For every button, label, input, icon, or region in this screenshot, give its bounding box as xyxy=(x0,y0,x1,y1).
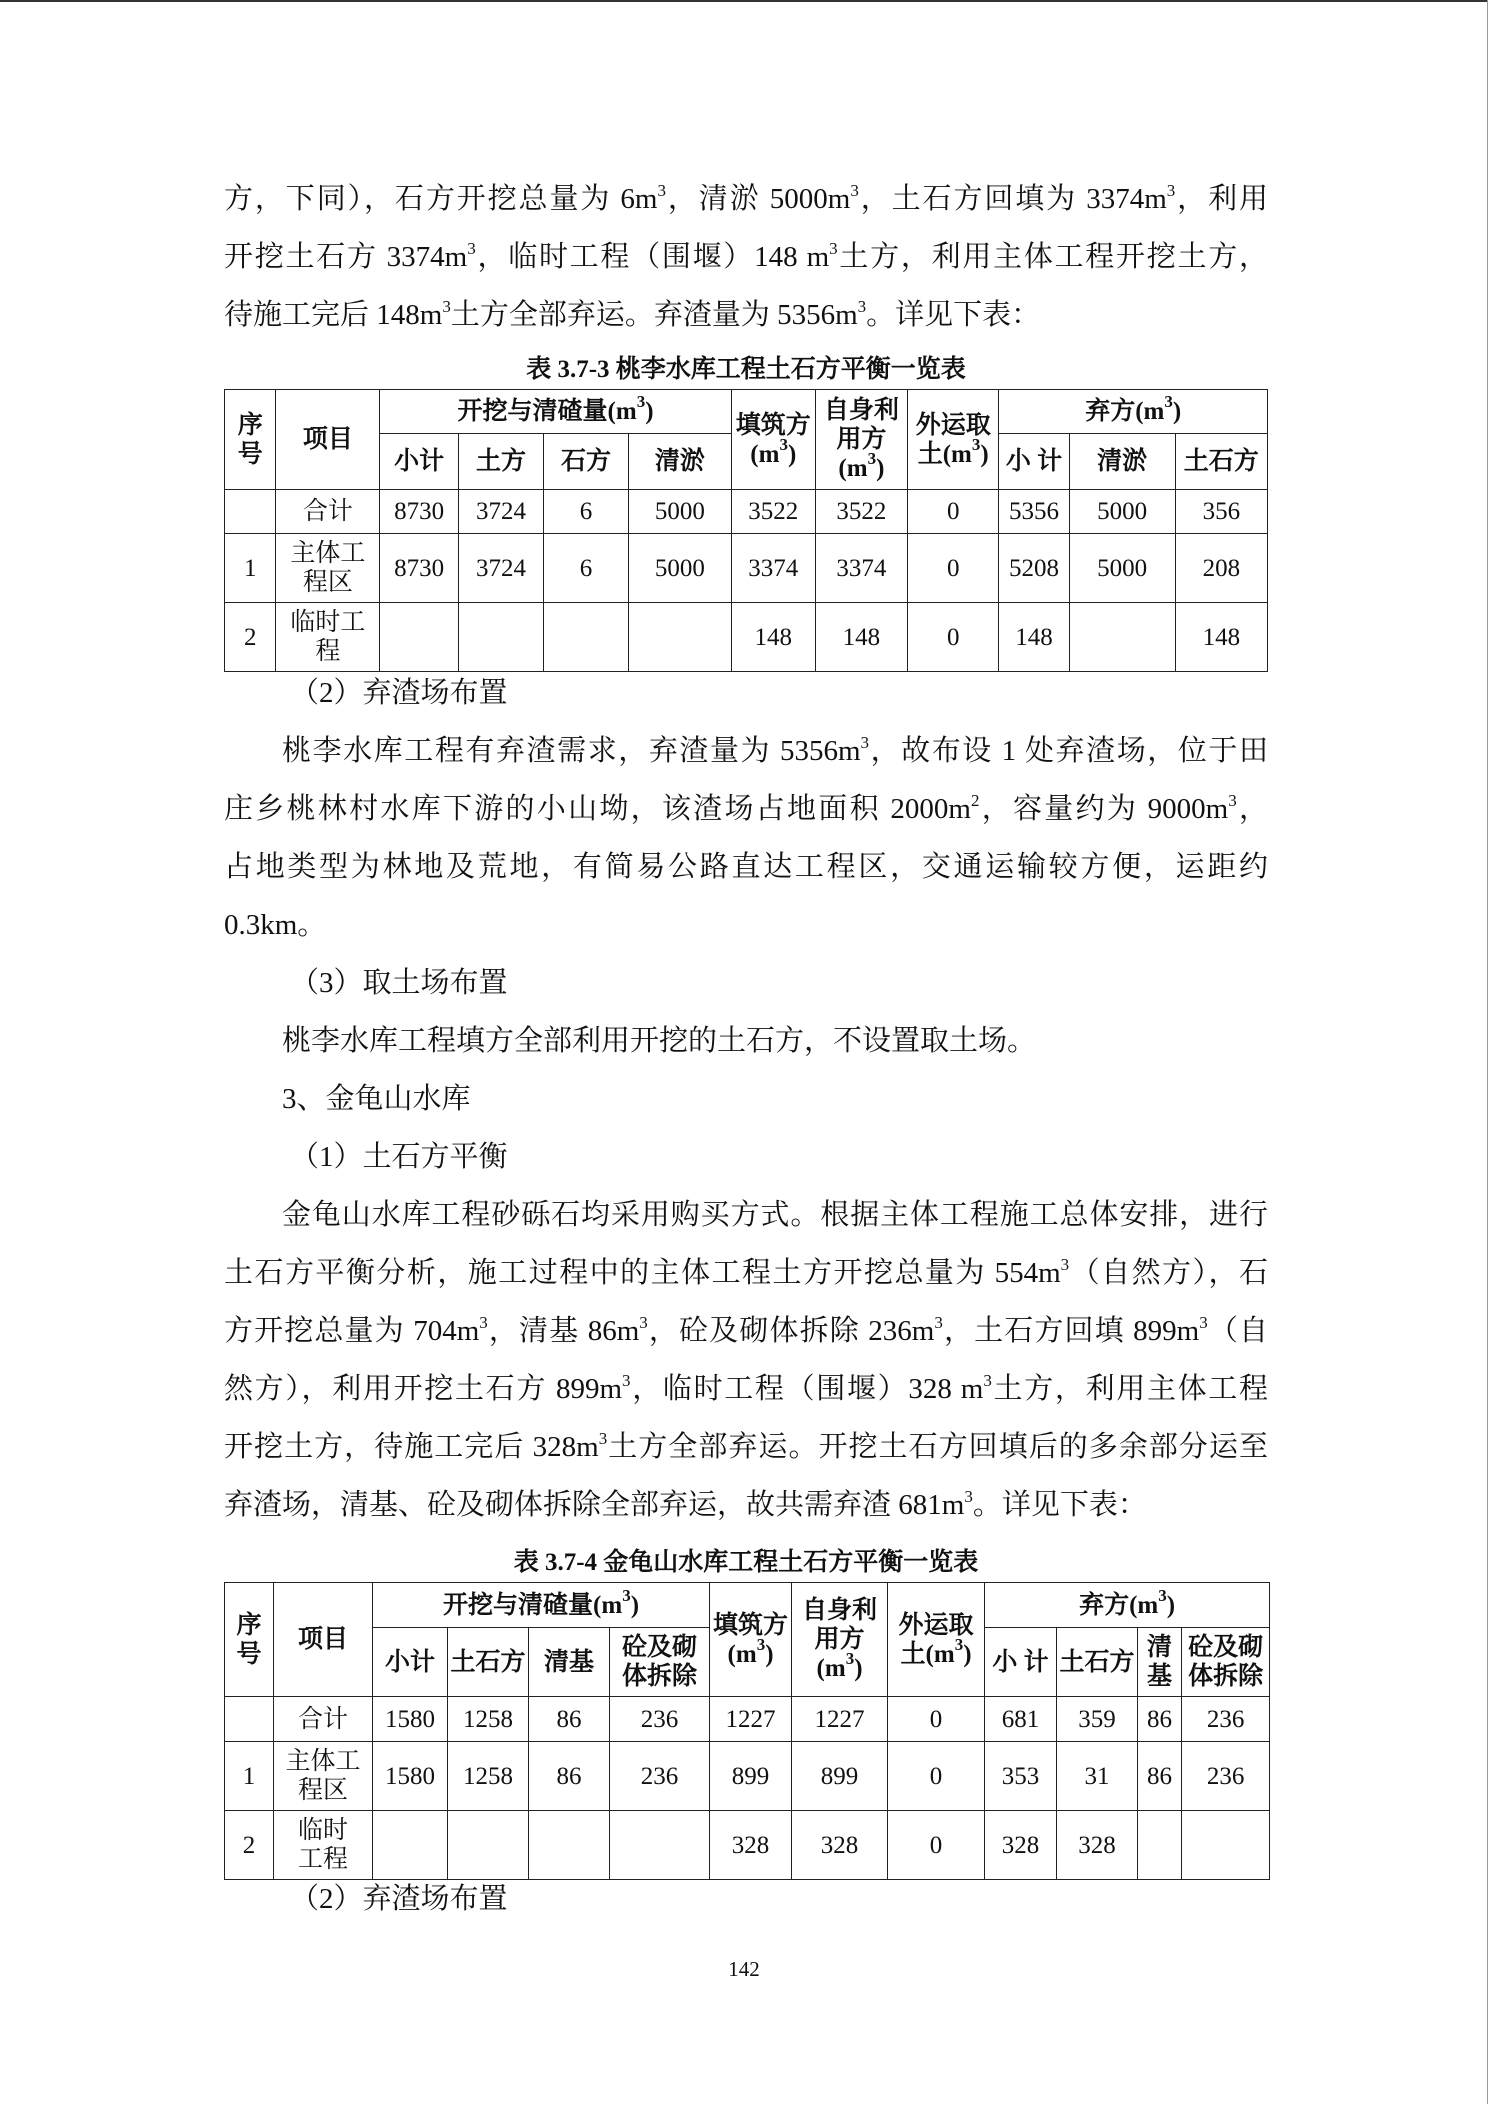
table-row xyxy=(225,490,1268,534)
cell-value: 1227 xyxy=(792,1697,888,1742)
cell-value: 1580 xyxy=(373,1742,448,1811)
cell-value xyxy=(458,603,543,672)
header-seq: 序 号 xyxy=(225,1583,274,1697)
header-excavation-rock: 石方 xyxy=(543,434,628,490)
cell-value: 5000 xyxy=(628,534,731,603)
cell-value: 0 xyxy=(888,1697,985,1742)
section-2-waste-site-heading-b: （2）弃渣场布置 xyxy=(290,1883,508,1915)
header-reuse: 自身利 用方 $(m^3)$ xyxy=(815,390,907,490)
cell-value: 3724 xyxy=(458,490,543,534)
cell-value: 899 xyxy=(710,1742,792,1811)
cell-value: 356 xyxy=(1175,490,1267,534)
header-fill: 填筑方 $(m^3)$ xyxy=(710,1583,792,1697)
cell-value: 3724 xyxy=(458,534,543,603)
cell-value: 1258 xyxy=(448,1742,529,1811)
cell-value: 353 xyxy=(985,1742,1057,1811)
table-row xyxy=(225,1811,1270,1880)
paragraph-2-line-3: 占地类型为林地及荒地，有简易公路直达工程区，交通运输较方便，运距约 xyxy=(224,851,1268,883)
header-excavation-dredge: 清淤 xyxy=(628,434,731,490)
header-fill: 填筑方 $(m^3)$ xyxy=(731,390,815,490)
table-row xyxy=(225,1742,1270,1811)
cell-seq xyxy=(225,490,276,534)
cell-value: 328 xyxy=(710,1811,792,1880)
header-excavation-subtotal: 小计 xyxy=(373,1628,448,1697)
header-excavation-group: 开挖与清碴量$(m^3)$ xyxy=(373,1583,710,1628)
cell-value: 148 xyxy=(815,603,907,672)
table-2-earthwork-balance xyxy=(224,1582,1270,1880)
cell-value xyxy=(628,603,731,672)
cell-value: 5000 xyxy=(1069,534,1175,603)
cell-value: 236 xyxy=(1182,1697,1270,1742)
cell-value: 328 xyxy=(985,1811,1057,1880)
cell-value: 208 xyxy=(1175,534,1267,603)
cell-value: 1258 xyxy=(448,1697,529,1742)
cell-value xyxy=(1069,603,1175,672)
cell-value: 8730 xyxy=(380,534,459,603)
paragraph-2-line-2: 庄乡桃林村水库下游的小山坳，该渣场占地面积 $2000m^2$，容量约为 $9000m^3$， xyxy=(224,791,1268,825)
cell-item: 主体工 程区 xyxy=(276,534,380,603)
header-excavation-soil: 土方 xyxy=(458,434,543,490)
cell-value xyxy=(1138,1811,1182,1880)
cell-value: 0 xyxy=(908,603,999,672)
cell-value: 6 xyxy=(543,490,628,534)
cell-seq: 1 xyxy=(225,1742,274,1811)
header-waste-subtotal: 小 计 xyxy=(985,1628,1057,1697)
cell-value xyxy=(373,1811,448,1880)
table-1-caption: 表 3.7-3 桃李水库工程土石方平衡一览表 xyxy=(526,356,966,383)
cell-item: 临时 工程 xyxy=(274,1811,373,1880)
cell-value: 3374 xyxy=(731,534,815,603)
header-waste-group: 弃方$(m^3)$ xyxy=(985,1583,1270,1628)
cell-value: 0 xyxy=(888,1811,985,1880)
table-1-earthwork-balance xyxy=(224,389,1268,672)
cell-value xyxy=(610,1811,710,1880)
cell-seq: 2 xyxy=(225,1811,274,1880)
cell-value: 6 xyxy=(543,534,628,603)
header-excavation-clearing: 清基 xyxy=(529,1628,610,1697)
header-waste-subtotal: 小 计 xyxy=(999,434,1069,490)
cell-value: 5000 xyxy=(1069,490,1175,534)
header-excavation-group: 开挖与清碴量$(m^3)$ xyxy=(380,390,732,434)
header-import: 外运取 土$(m^3)$ xyxy=(908,390,999,490)
header-waste-earthrock: 土石方 xyxy=(1057,1628,1138,1697)
cell-value: 3522 xyxy=(815,490,907,534)
cell-value: 86 xyxy=(529,1742,610,1811)
paragraph-3: 桃李水库工程填方全部利用开挖的土石方，不设置取土场。 xyxy=(282,1025,1037,1057)
cell-value: 86 xyxy=(529,1697,610,1742)
cell-value: 328 xyxy=(792,1811,888,1880)
cell-value xyxy=(529,1811,610,1880)
paragraph-4-line-1: 金龟山水库工程砂砾石均采用购买方式。根据主体工程施工总体安排，进行 xyxy=(282,1199,1268,1231)
cell-seq: 2 xyxy=(225,603,276,672)
header-item: 项目 xyxy=(274,1583,373,1697)
cell-value: 148 xyxy=(1175,603,1267,672)
cell-value xyxy=(380,603,459,672)
header-import: 外运取 土$(m^3)$ xyxy=(888,1583,985,1697)
paragraph-4-line-2: 土石方平衡分析，施工过程中的主体工程土方开挖总量为 $554m^3$（自然方），石 xyxy=(224,1255,1268,1289)
cell-value: 5356 xyxy=(999,490,1069,534)
cell-seq xyxy=(225,1697,274,1742)
cell-item: 合计 xyxy=(276,490,380,534)
paragraph-4-line-5: 开挖土方，待施工完后 $328m^3$土方全部弃运。开挖土石方回填后的多余部分运至 xyxy=(224,1429,1268,1463)
cell-value: 359 xyxy=(1057,1697,1138,1742)
cell-value: 3374 xyxy=(815,534,907,603)
cell-value: 148 xyxy=(731,603,815,672)
cell-value: 0 xyxy=(908,534,999,603)
header-waste-clearing: 清 基 xyxy=(1138,1628,1182,1697)
heading-jinguishan-reservoir: 3、金龟山水库 xyxy=(282,1083,471,1115)
header-item: 项目 xyxy=(276,390,380,490)
cell-value: 8730 xyxy=(380,490,459,534)
cell-value: 5208 xyxy=(999,534,1069,603)
header-reuse: 自身利 用方 $(m^3)$ xyxy=(792,1583,888,1697)
cell-value: 0 xyxy=(888,1742,985,1811)
header-excavation-earthrock: 土石方 xyxy=(448,1628,529,1697)
cell-value: 236 xyxy=(610,1742,710,1811)
section-3-borrow-site-heading: （3）取土场布置 xyxy=(290,967,508,999)
cell-value: 328 xyxy=(1057,1811,1138,1880)
paragraph-4-line-3: 方开挖总量为 $704m^3$，清基 $86m^3$，砼及砌体拆除 $236m^3$，土石方回填 $899m^3$（自 xyxy=(224,1313,1268,1347)
cell-value: 148 xyxy=(999,603,1069,672)
cell-item: 主体工 程区 xyxy=(274,1742,373,1811)
paragraph-4-line-6: 弃渣场，清基、砼及砌体拆除全部弃运，故共需弃渣 $681m^3$。详见下表： xyxy=(224,1487,1147,1521)
cell-value: 681 xyxy=(985,1697,1057,1742)
header-waste-dredge: 清淤 xyxy=(1069,434,1175,490)
cell-value xyxy=(448,1811,529,1880)
cell-value xyxy=(543,603,628,672)
cell-value: 86 xyxy=(1138,1697,1182,1742)
cell-value: 31 xyxy=(1057,1742,1138,1811)
section-1-earthwork-balance-heading: （1）土石方平衡 xyxy=(290,1141,508,1173)
paragraph-1-line-2: 开挖土石方 $3374m^3$，临时工程（围堰）148 $m^3$土方，利用主体工程开挖土方， xyxy=(224,239,1268,273)
cell-value: 1227 xyxy=(710,1697,792,1742)
header-waste-group: 弃方$(m^3)$ xyxy=(999,390,1268,434)
table-row xyxy=(225,1697,1270,1742)
cell-value: 236 xyxy=(1182,1742,1270,1811)
paragraph-1-line-3: 待施工完后 $148m^3$土方全部弃运。弃渣量为 $5356m^3$。详见下表： xyxy=(224,297,1041,331)
cell-item: 临时工 程 xyxy=(276,603,380,672)
table-2-caption: 表 3.7-4 金龟山水库工程土石方平衡一览表 xyxy=(513,1549,979,1576)
paragraph-1-line-1: 方，下同），石方开挖总量为 $6m^3$，清淤 $5000m^3$，土石方回填为 $3374m^3$，利用 xyxy=(224,181,1268,215)
table-row xyxy=(225,534,1268,603)
section-2-waste-site-heading: （2）弃渣场布置 xyxy=(290,677,508,709)
header-seq: 序 号 xyxy=(225,390,276,490)
paragraph-2-line-1: 桃李水库工程有弃渣需求，弃渣量为 $5356m^3$，故布设 1 处弃渣场，位于田 xyxy=(282,733,1268,767)
cell-value: 1580 xyxy=(373,1697,448,1742)
table-row xyxy=(225,603,1268,672)
header-waste-earthrock: 土石方 xyxy=(1175,434,1267,490)
header-excavation-subtotal: 小计 xyxy=(380,434,459,490)
paragraph-4-line-4: 然方），利用开挖土石方 $899m^3$，临时工程（围堰）328 $m^3$土方，利用主体工程 xyxy=(224,1371,1268,1405)
page-number: 142 xyxy=(728,1957,760,1981)
cell-value: 236 xyxy=(610,1697,710,1742)
page-top-border xyxy=(0,0,1488,2)
paragraph-2-line-4: 0.3km。 xyxy=(224,909,327,941)
cell-value xyxy=(1182,1811,1270,1880)
cell-value: 86 xyxy=(1138,1742,1182,1811)
cell-value: 899 xyxy=(792,1742,888,1811)
cell-value: 0 xyxy=(908,490,999,534)
cell-item: 合计 xyxy=(274,1697,373,1742)
cell-seq: 1 xyxy=(225,534,276,603)
header-excavation-demolition: 砼及砌 体拆除 xyxy=(610,1628,710,1697)
header-waste-demolition: 砼及砌 体拆除 xyxy=(1182,1628,1270,1697)
cell-value: 3522 xyxy=(731,490,815,534)
cell-value: 5000 xyxy=(628,490,731,534)
